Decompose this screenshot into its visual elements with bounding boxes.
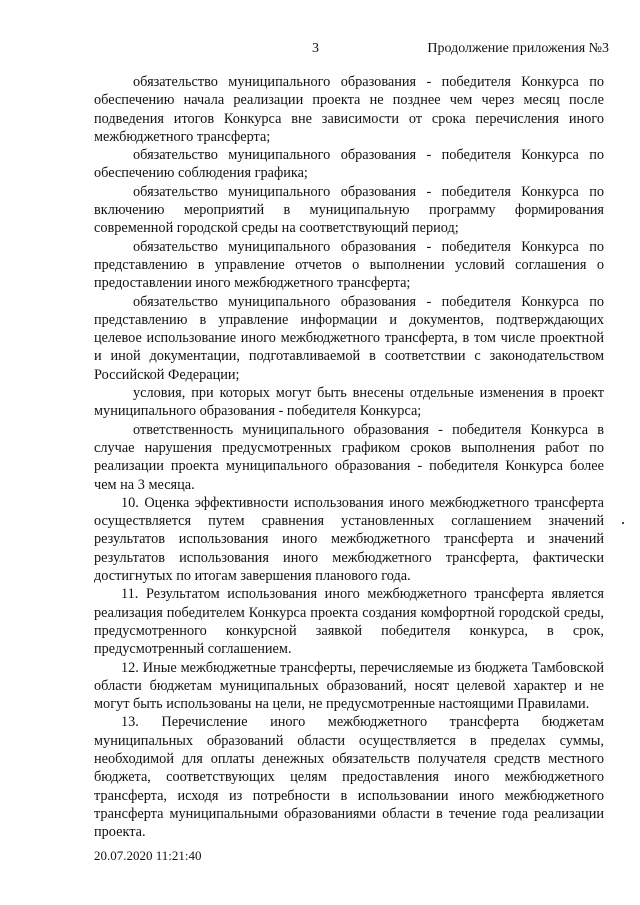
continuation-header: Продолжение приложения №3 — [427, 41, 609, 56]
numbered-paragraph-13: 13. Перечисление иного межбюджетного трансферта бюджетам муниципальных образований области осуществляется в пределах суммы, необходимой для оплаты денежных обязательств получателя средств местного бюджета, соответствующих целям предоставления иного межбюджетного трансферта, исходя из потребности в использовании иного межбюджетного трансферта муниципальными образованиями области в течение года реализации проекта. — [94, 714, 604, 841]
paragraph: ответственность муниципального образования - победителя Конкурса в случае нарушения предусмотренных графиком сроков выполнения работ по реализации проекта муниципального образования - победителя Конкурса более чем на 3 месяца. — [94, 421, 604, 493]
paragraph: обязательство муниципального образования - победителя Конкурса по включению мероприятий в муниципальную программу формирования современной городской среды на соответствующий период; — [94, 183, 604, 237]
numbered-paragraph-11: 11. Результатом использования иного межбюджетного трансферта является реализация победителем Конкурса проекта создания комфортной городской среды, предусмотренного конкурсной заявкой победителя конкурса, в срок, предусмотренный соглашением. — [94, 586, 604, 658]
numbered-paragraph-10: 10. Оценка эффективности использования иного межбюджетного трансферта осуществляется путем сравнения установленных соглашением значений результатов использования иного межбюджетного трансферта и значений результатов использования иного межбюджетного трансферта, фактически достигнутых по итогам завершения планового года. — [94, 494, 604, 585]
paragraph: обязательство муниципального образования - победителя Конкурса по обеспечению начала реализации проекта не позднее чем через месяц после подведения итогов Конкурса вне зависимости от срока перечисления иного межбюджетного трансферта; — [94, 74, 604, 145]
margin-mark — [622, 522, 624, 524]
paragraph: обязательство муниципального образования - победителя Конкурса по представлению в управление отчетов о выполнении условий соглашения о предоставлении иного межбюджетного трансферта; — [94, 238, 604, 292]
paragraph: обязательство муниципального образования - победителя Конкурса по обеспечению соблюдения графика; — [94, 147, 604, 182]
footer-timestamp: 20.07.2020 11:21:40 — [94, 848, 202, 863]
paragraph: условия, при которых могут быть внесены отдельные изменения в проект муниципального образования - победителя Конкурса; — [94, 385, 604, 420]
page-number: 3 — [312, 41, 319, 56]
paragraph: обязательство муниципального образования - победителя Конкурса по представлению в управление информации и документов, подтверждающих целевое использование иного межбюджетного трансферта, в том числе проектной и иной документации, подготавливаемой в соответствии с законодательством Российской Федерации; — [94, 293, 604, 383]
numbered-paragraph-12: 12. Иные межбюджетные трансферты, перечисляемые из бюджета Тамбовской области бюджетам муниципальных образований, носят целевой характер и не могут быть использованы на цели, не предусмотренные настоящими Правилами. — [94, 659, 604, 713]
document-body — [94, 73, 604, 841]
